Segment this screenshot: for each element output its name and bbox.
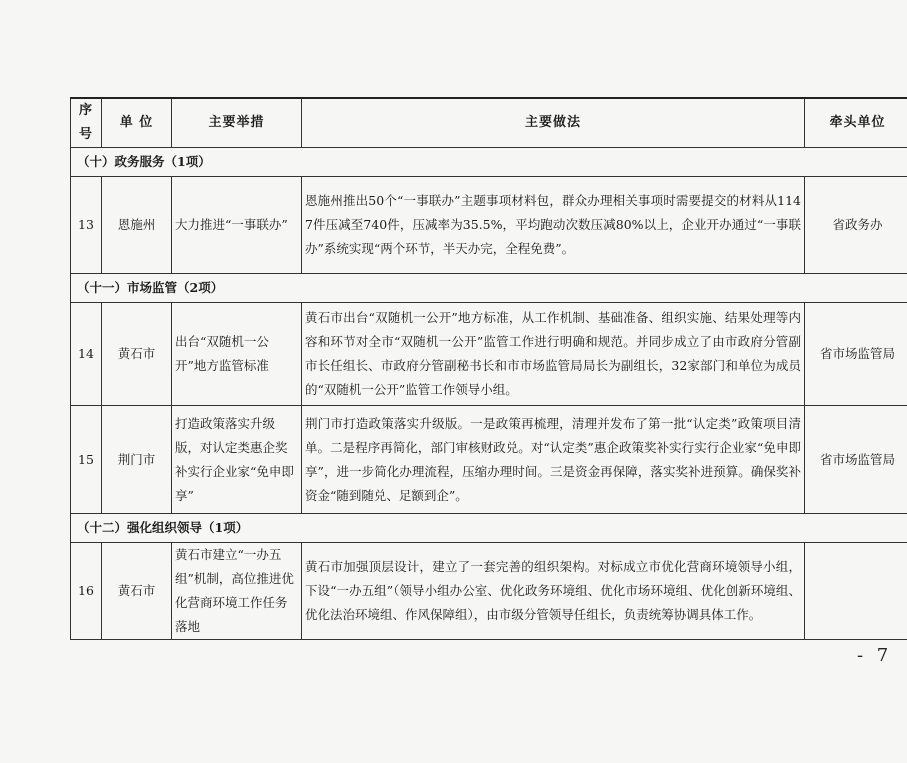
row-measure: 出台“双随机一公开”地方监管标准: [172, 303, 302, 406]
row-lead-unit: [805, 543, 907, 640]
row-lead-unit: 省市场监管局: [805, 303, 907, 406]
row-unit: 恩施州: [102, 177, 172, 274]
table-row: [71, 303, 907, 406]
row-index: 13: [71, 177, 102, 274]
section-title: （十一）市场监管（2项）: [71, 274, 907, 303]
header-lead-unit: 牵头单位: [805, 98, 907, 148]
header-measure: 主要举措: [172, 98, 302, 148]
table-row: [71, 177, 907, 274]
row-method: 荆门市打造政策落实升级版。一是政策再梳理，清理并发布了第一批“认定类”政策项目清单。二是程序再简化，部门审核财政兑。对“认定类”惠企政策奖补实行实行企业家“免申即享”，进一步简化办理流程，压缩办理时间。三是资金再保障，落实奖补进预算。确保奖补资金“随到随兑、足额到企”。: [302, 406, 805, 514]
table-header-row: [71, 98, 907, 148]
page-number: - 7: [857, 645, 893, 666]
row-measure: 黄石市建立“一办五组”机制，高位推进优化营商环境工作任务落地: [172, 543, 302, 640]
row-measure: 大力推进“一事联办”: [172, 177, 302, 274]
table-row: [71, 543, 907, 640]
section-row: [71, 148, 907, 177]
row-method: 恩施州推出50个“一事联办”主题事项材料包，群众办理相关事项时需要提交的材料从1147件压减至740件，压减率为35.5%，平均跑动次数压减80%以上，企业开办通过“一事联办”系统实现“两个环节，半天办完，全程免费”。: [302, 177, 805, 274]
header-unit: 单 位: [102, 98, 172, 148]
row-index: 14: [71, 303, 102, 406]
row-method: 黄石市加强顶层设计，建立了一套完善的组织架构。对标成立市优化营商环境领导小组，下设“一办五组”（领导小组办公室、优化政务环境组、优化市场环境组、优化创新环境组、优化法治环境组、作风保障组），由市级分管领导任组长，负责统筹协调具体工作。: [302, 543, 805, 640]
section-row: [71, 274, 907, 303]
row-unit: 荆门市: [102, 406, 172, 514]
row-method: 黄石市出台“双随机一公开”地方标准，从工作机制、基础准备、组织实施、结果处理等内容和环节对全市“双随机一公开”监管工作进行明确和规范。并同步成立了由市政府分管副市长任组长、市政府分管副秘书长和市市场监管局局长为副组长，32家部门和单位为成员的“双随机一公开”监管工作领导小组。: [302, 303, 805, 406]
measures-table: [70, 97, 907, 640]
table-row: [71, 406, 907, 514]
row-lead-unit: 省政务办: [805, 177, 907, 274]
header-method: 主要做法: [302, 98, 805, 148]
section-title: （十二）强化组织领导（1项）: [71, 514, 907, 543]
row-unit: 黄石市: [102, 303, 172, 406]
section-row: [71, 514, 907, 543]
row-index: 15: [71, 406, 102, 514]
row-lead-unit: 省市场监管局: [805, 406, 907, 514]
row-measure: 打造政策落实升级版，对认定类惠企奖补实行企业家“免申即享”: [172, 406, 302, 514]
row-index: 16: [71, 543, 102, 640]
row-unit: 黄石市: [102, 543, 172, 640]
section-title: （十）政务服务（1项）: [71, 148, 907, 177]
header-index: 序 号: [71, 98, 102, 148]
